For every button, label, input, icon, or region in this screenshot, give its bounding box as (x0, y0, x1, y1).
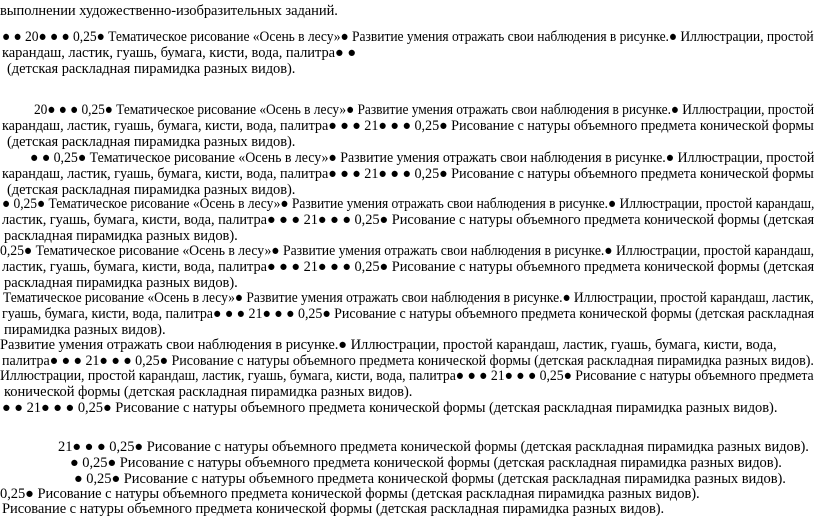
text-line: 0,25● Тематическое рисование «Осень в лесу»● Развитие умения отражать свои наблюдения в рисунке.● Иллюстрации, простой карандаш, (0, 243, 815, 259)
text-line: конической формы (детская раскладная пирамидка разных видов). (4, 384, 413, 400)
text-line: ластик, гуашь, бумага, кисти, вода, палитра● ● ● 21● ● ● 0,25● Рисование с натуры объемного предмета конической формы (детская (2, 259, 815, 275)
text-line: ластик, гуашь, бумага, кисти, вода, палитра● ● ● 21● ● ● 0,25● Рисование с натуры объемного предмета конической формы (детская (2, 212, 815, 228)
text-line: карандаш, ластик, гуашь, бумага, кисти, вода, палитра● ● ● 21● ● ● 0,25● Рисование с натуры объемного предмета конической формы (2, 166, 814, 182)
text-line: 20● ● ● 0,25● Тематическое рисование «Осень в лесу»● Развитие умения отражать свои наблюдения в рисунке.● Иллюстрации, простой (34, 102, 814, 118)
text-line: ● 0,25● Рисование с натуры объемного предмета конической формы (детская раскладная пирамидка разных видов). (70, 455, 782, 471)
text-line: раскладная пирамидка разных видов). (4, 275, 238, 291)
text-line: палитра● ● ● 21● ● ● 0,25● Рисование с натуры объемного предмета конической формы (детская раскладная пирамидка разных видов). (2, 353, 814, 369)
text-line: карандаш, ластик, гуашь, бумага, кисти, вода, палитра● ● ● 21● ● ● 0,25● Рисование с натуры объемного предмета конической формы (2, 118, 814, 134)
text-line: ● ● 20● ● ● 0,25● Тематическое рисование «Осень в лесу»● Развитие умения отражать свои наблюдения в рисунке.● Иллюстрации, простой (2, 29, 814, 45)
text-line: гуашь, бумага, кисти, вода, палитра● ● ● 21● ● ● 0,25● Рисование с натуры объемного предмета конической формы (детская раскладная (2, 306, 815, 322)
text-line: ● 0,25● Тематическое рисование «Осень в лесу»● Развитие умения отражать свои наблюдения в рисунке.● Иллюстрации, простой карандаш, (2, 196, 815, 212)
text-line: (детская раскладная пирамидка разных видов). (7, 134, 296, 150)
text-line: Тематическое рисование «Осень в лесу»● Развитие умения отражать свои наблюдения в рисунке.● Иллюстрации, простой карандаш, ластик, (3, 290, 814, 306)
text-line: Развитие умения отражать свои наблюдения в рисунке.● Иллюстрации, простой карандаш, ластик, гуашь, бумага, кисти, вода, (0, 337, 777, 353)
text-line: Иллюстрации, простой карандаш, ластик, гуашь, бумага, кисти, вода, палитра● ● ● 21● ● ● 0,25● Рисование с натуры объемного предмета (0, 368, 814, 384)
text-line: ● ● 21● ● ● 0,25● Рисование с натуры объемного предмета конической формы (детская раскладная пирамидка разных видов). (2, 400, 778, 416)
text-line: (детская раскладная пирамидка разных видов). (7, 182, 296, 198)
text-line: выполнении художественно-изобразительных заданий. (0, 3, 338, 19)
text-line: ● 0,25● Рисование с натуры объемного предмета конической формы (детская раскладная пирамидка разных видов). (74, 471, 786, 487)
text-line: 21● ● ● 0,25● Рисование с натуры объемного предмета конической формы (детская раскладная пирамидка разных видов). (58, 439, 809, 455)
text-line: пирамидка разных видов). (4, 322, 166, 338)
text-line: раскладная пирамидка разных видов). (4, 228, 238, 244)
text-line: ● ● 0,25● Тематическое рисование «Осень в лесу»● Развитие умения отражать свои наблюдения в рисунке.● Иллюстрации, простой (30, 150, 815, 166)
text-line: Рисование с натуры объемного предмета конической формы (детская раскладная пирамидка разных видов). (2, 501, 665, 517)
text-line: (детская раскладная пирамидка разных видов). (7, 61, 296, 77)
text-line: 0,25● Рисование с натуры объемного предмета конической формы (детская раскладная пирамидка разных видов). (0, 486, 700, 502)
text-line: карандаш, ластик, гуашь, бумага, кисти, вода, палитра● ● (2, 45, 357, 61)
